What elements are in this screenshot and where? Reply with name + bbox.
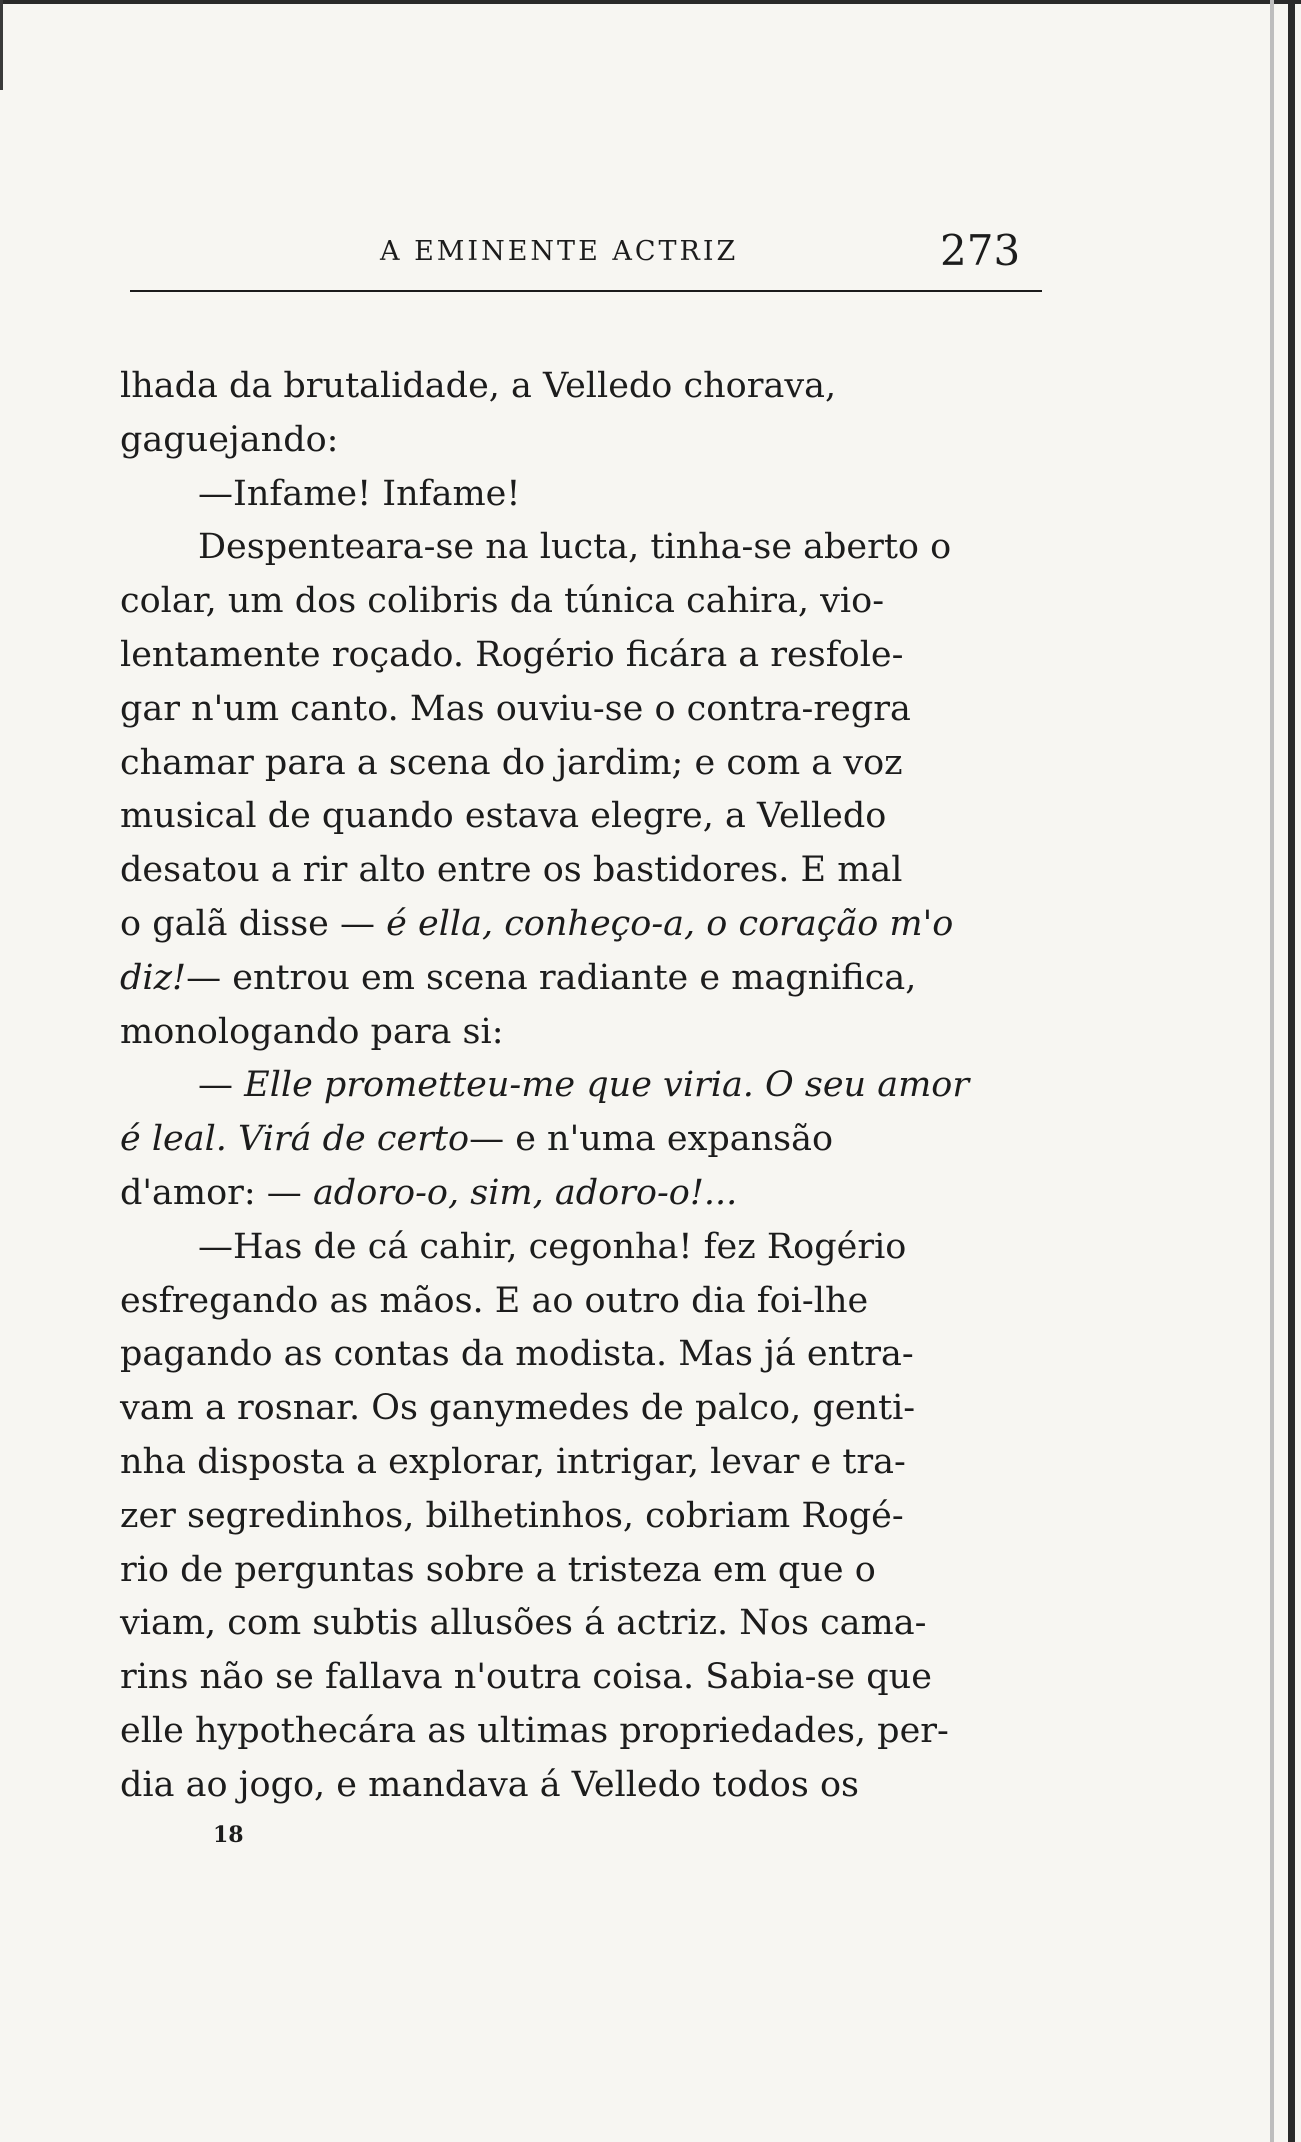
- text-line-14-roman: —: [198, 1065, 245, 1106]
- text-line-8: chamar para a scena do jardim; e com a voz: [120, 742, 903, 783]
- body-text: [120, 360, 1025, 1813]
- text-line-17: —Has de cá cahir, cegonha! fez Rogério: [198, 1226, 907, 1267]
- text-line-14: [120, 1059, 1025, 1113]
- text-line-11-roman: o galã disse —: [120, 903, 387, 944]
- text-line-13: monologando para si:: [120, 1011, 504, 1052]
- text-line-16-italic: adoro-o, sim, adoro-o!...: [312, 1172, 738, 1213]
- text-line-9: musical de quando estava elegre, a Velledo: [120, 796, 887, 837]
- text-line-23: rio de perguntas sobre a tristeza em que o: [120, 1549, 876, 1590]
- text-line-25: rins não se fallava n'outra coisa. Sabia-se que: [120, 1657, 932, 1698]
- text-line-16-roman: d'amor: —: [120, 1172, 313, 1213]
- text-line-21: nha disposta a explorar, intrigar, levar e tra-: [120, 1441, 906, 1482]
- text-line-20: vam a rosnar. Os ganymedes de palco, genti-: [120, 1388, 916, 1429]
- running-title: A EMINENTE ACTRIZ: [380, 236, 739, 267]
- text-line-26: elle hypothecára as ultimas propriedades, per-: [120, 1710, 949, 1751]
- text-line-2: gaguejando:: [120, 419, 339, 460]
- text-line-1: lhada da brutalidade, a Velledo chorava,: [120, 366, 837, 406]
- text-line-24: viam, com subtis allusões á actriz. Nos cama-: [120, 1603, 927, 1644]
- page-number: 273: [940, 226, 1021, 275]
- text-line: [120, 360, 1025, 414]
- page-edge-top: [0, 0, 1301, 4]
- text-line-4: Despenteara-se na lucta, tinha-se aberto o: [198, 527, 952, 568]
- text-line-11-italic: é ella, conheço-a, o coração m'o: [386, 903, 954, 944]
- text-line-12-italic: diz!: [120, 957, 187, 998]
- text-line-15-roman: — e n'uma expansão: [469, 1119, 834, 1160]
- signature-mark: 18: [213, 1822, 244, 1848]
- text-line-7: gar n'um canto. Mas ouviu-se o contra-regra: [120, 688, 911, 729]
- text-line-14-italic: Elle prometteu-me que viria. O seu amor: [244, 1065, 970, 1106]
- text-line-16: [120, 1167, 1025, 1221]
- text-line-5: colar, um dos colibris da túnica cahira, vio-: [120, 581, 885, 622]
- page-edge-right: [1288, 0, 1295, 2142]
- page-edge-right-inner: [1270, 0, 1274, 2142]
- header-rule: [130, 290, 1042, 292]
- text-line-12: [120, 952, 1025, 1006]
- text-line-10: desatou a rir alto entre os bastidores. E mal: [120, 850, 903, 891]
- text-line-6: lentamente roçado. Rogério ficára a resfole-: [120, 634, 904, 675]
- text-line-19: pagando as contas da modista. Mas já entra-: [120, 1334, 914, 1375]
- text-line-27: dia ao jogo, e mandava á Velledo todos os: [120, 1764, 859, 1805]
- text-line-15: [120, 1113, 1025, 1167]
- text-line-18: esfregando as mãos. E ao outro dia foi-lhe: [120, 1280, 869, 1321]
- text-line-11: [120, 898, 1025, 952]
- text-line-12-roman: — entrou em scena radiante e magnifica,: [186, 957, 917, 998]
- text-line-15-italic: é leal. Virá de certo: [120, 1119, 470, 1160]
- text-line-22: zer segredinhos, bilhetinhos, cobriam Rogé-: [120, 1495, 904, 1536]
- text-line-3: —Infame! Infame!: [198, 473, 521, 514]
- page-edge-left: [0, 0, 3, 90]
